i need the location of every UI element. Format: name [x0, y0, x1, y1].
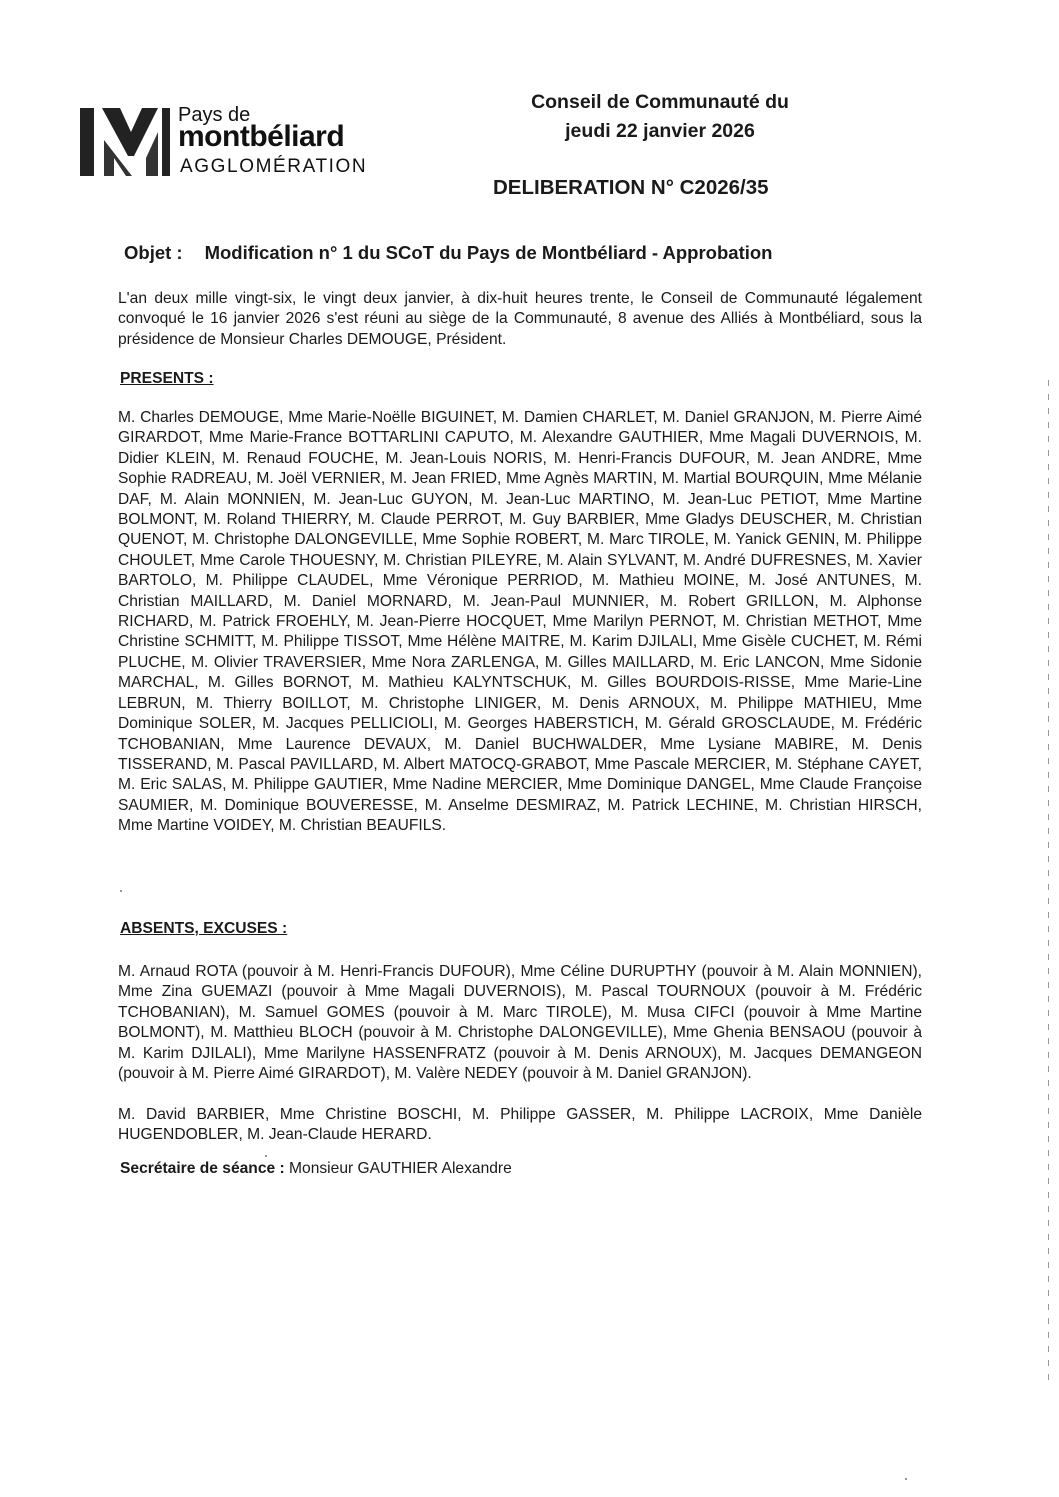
secretaire-line	[120, 1160, 512, 1178]
absents-heading: ABSENTS, EXCUSES :	[120, 920, 288, 937]
council-date: jeudi 22 janvier 2026	[565, 120, 755, 142]
objet-text: Modification n° 1 du SCoT du Pays de Montbéliard - Approbation	[204, 242, 773, 263]
council-line-1: Conseil de Communauté du	[531, 91, 789, 113]
deliberation-number: DELIBERATION N° C2026/35	[493, 176, 769, 199]
council-title	[470, 88, 850, 146]
presents-heading: PRESENTS :	[120, 370, 214, 387]
intro-paragraph: L'an deux mille vingt-six, le vingt deux janvier, à dix-huit heures trente, le Conseil de Communauté légalement convoqué le 16 janvier 2026 s'est réuni au siège de la Communauté, 8 avenue des Alliés à Montbéliard, sous la présidence de Monsieur Charles DEMOUGE, Président.	[118, 290, 922, 348]
logo-agglomeration: AGGLOMÉRATION	[180, 156, 368, 177]
absents-excused: M. David BARBIER, Mme Christine BOSCHI, M. Philippe GASSER, M. Philippe LACROIX, Mme Danièle HUGENDOBLER, M. Jean-Claude HERARD.	[118, 1106, 922, 1144]
logo	[80, 106, 400, 182]
logo-pays-de: Pays de	[178, 104, 251, 126]
scan-edge-line	[1048, 380, 1049, 1380]
presents-list: M. Charles DEMOUGE, Mme Marie-Noëlle BIGUINET, M. Damien CHARLET, M. Daniel GRANJON, M. Pierre Aimé GIRARDOT, Mme Marie-France BOTTARLINI CAPUTO, M. Alexandre GAUTHIER, Mme Magali DUVERNOIS, M. Didier KLEIN, M. Renaud FOUCHE, M. Jean-Louis NORIS, M. Henri-Francis DUFOUR, M. Jean ANDRE, Mme Sophie RADREAU, M. Joël VERNIER, M. Jean FRIED, Mme Agnès MARTIN, M. Martial BOURQUIN, Mme Mélanie DAF, M. Alain MONNIEN, M. Jean-Luc GUYON, M. Jean-Luc MARTINO, M. Jean-Luc PETIOT, Mme Martine BOLMONT, M. Roland THIERRY, M. Claude PERROT, M. Guy BARBIER, Mme Gladys DEUSCHER, M. Christian QUENOT, M. Christophe DALONGEVILLE, Mme Sophie ROBERT, M. Marc TIROLE, M. Yanick GENIN, M. Philippe CHOULET, Mme Carole THOUESNY, M. Christian PILEYRE, M. Alain SYLVANT, M. André DUFRESNES, M. Xavier BARTOLO, M. Philippe CLAUDEL, Mme Véronique PERRIOD, M. Mathieu MOINE, M. José ANTUNES, M. Christian MAILLARD, M. Daniel MORNARD, M. Jean-Paul MUNNIER, M. Robert GRILLON, M. Alphonse RICHARD, M. Patrick FROEHLY, M. Jean-Pierre HOCQUET, Mme Marilyn PERNOT, M. Christian METHOT, Mme Christine SCHMITT, M. Philippe TISSOT, Mme Hélène MAITRE, M. Karim DJILALI, Mme Gisèle CUCHET, M. Rémi PLUCHE, M. Olivier TRAVERSIER, Mme Nora ZARLENGA, M. Gilles MAILLARD, M. Eric LANCON, Mme Sidonie MARCHAL, M. Gilles BORNOT, M. Mathieu KALYNTSCHUK, M. Gilles BOURDOIS-RISSE, Mme Marie-Line LEBRUN, M. Thierry BOILLOT, M. Christophe LINIGER, M. Denis ARNOUX, M. Philippe MATHIEU, Mme Dominique SOLER, M. Jacques PELLICIOLI, M. Georges HABERSTICH, M. Gérald GROSCLAUDE, M. Frédéric TCHOBANIAN, Mme Laurence DEVAUX, M. Daniel BUCHWALDER, Mme Lysiane MABIRE, M. Denis TISSERAND, M. Pascal PAVILLARD, M. Albert MATOCQ-GRABOT, Mme Pascale MERCIER, M. Stéphane CAYET, M. Eric SALAS, M. Philippe GAUTIER, Mme Nadine MERCIER, Mme Dominique DANGEL, Mme Claude Françoise SAUMIER, M. Dominique BOUVERESSE, M. Anselme DESMIRAZ, M. Patrick LECHINE, M. Christian HIRSCH, Mme Martine VOIDEY, M. Christian BEAUFILS.	[118, 409, 922, 835]
pays-de-montbeliard-logo-mark	[80, 106, 170, 178]
objet-label: Objet :	[124, 242, 183, 263]
objet-line	[124, 242, 772, 264]
logo-montbeliard: montbéliard	[178, 120, 345, 153]
secretaire-name: Monsieur GAUTHIER Alexandre	[289, 1160, 512, 1177]
absents-proxies: M. Arnaud ROTA (pouvoir à M. Henri-Francis DUFOUR), Mme Céline DURUPTHY (pouvoir à M. Alain MONNIEN), Mme Zina GUEMAZI (pouvoir à Mme Magali DUVERNOIS), M. Pascal TOURNOUX (pouvoir à M. Frédéric TCHOBANIAN), M. Samuel GOMES (pouvoir à M. Marc TIROLE), M. Musa CIFCI (pouvoir à Mme Martine BOLMONT), M. Matthieu BLOCH (pouvoir à M. Christophe DALONGEVILLE), Mme Ghenia BENSAOU (pouvoir à M. Karim DJILALI), Mme Marilyne HASSENFRATZ (pouvoir à M. Denis ARNOUX), M. Jacques DEMANGEON (pouvoir à M. Pierre Aimé GIRARDOT), M. Valère NEDEY (pouvoir à M. Daniel GRANJON).	[118, 963, 922, 1083]
secretaire-label: Secrétaire de séance :	[120, 1160, 285, 1177]
scan-speck	[265, 1155, 267, 1157]
scan-speck	[120, 890, 122, 892]
scan-speck	[905, 1478, 907, 1480]
